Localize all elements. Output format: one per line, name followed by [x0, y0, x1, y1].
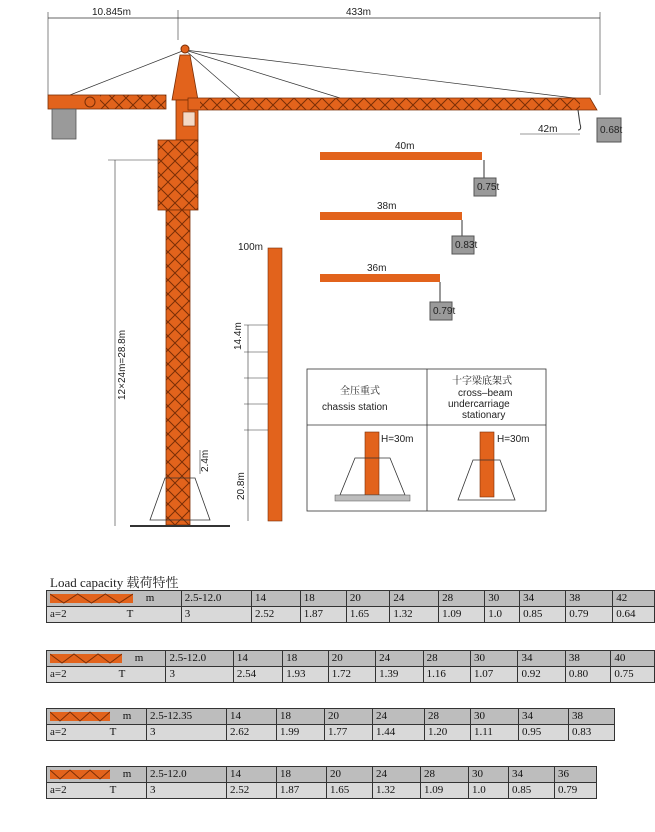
load-cell: 1.65 — [327, 783, 373, 799]
jib-variant-40 — [320, 141, 499, 196]
mast-section-label: 14.4m — [233, 322, 244, 350]
mast-base-label: 20.8m — [236, 472, 247, 500]
counterweight — [52, 109, 76, 139]
load-cell: 1.72 — [328, 667, 375, 683]
radius-cell: 28 — [423, 651, 470, 667]
load-table-2 — [46, 650, 655, 683]
undercarriage-en: undercarriage — [448, 399, 510, 410]
load-cell: 1.0 — [485, 607, 520, 623]
load-table-4 — [46, 766, 597, 799]
row-label-cell: a=2 T — [47, 667, 166, 683]
load-capacity-title: Load capacity 载荷特性 — [50, 575, 179, 590]
base-type-panel — [307, 369, 546, 511]
jib-length-dimension: 433m — [346, 7, 372, 18]
radius-cell: 20 — [327, 767, 373, 783]
tower-mast — [130, 140, 230, 526]
radius-cell: 38 — [565, 651, 610, 667]
load-cell: 1.32 — [390, 607, 439, 623]
radius-cell: 30 — [471, 709, 519, 725]
load-cell: 2.52 — [251, 607, 300, 623]
chassis-height: H=30m — [381, 434, 414, 445]
row-label-cell: a=2 T — [47, 725, 147, 741]
table-head-cell — [47, 709, 147, 725]
load-cell: 0.79 — [555, 783, 597, 799]
load-cell: 1.65 — [346, 607, 389, 623]
radius-cell: 20 — [346, 591, 389, 607]
load-cell: 0.85 — [520, 607, 566, 623]
load-cell: 1.77 — [325, 725, 373, 741]
tower-height-dimension: 12×24m=28.8m — [117, 329, 128, 400]
load-cell: 1.09 — [421, 783, 469, 799]
load-cell: 1.39 — [376, 667, 423, 683]
radius-cell: 38 — [569, 709, 615, 725]
jib-radius-36: 36m — [367, 263, 387, 274]
radius-cell: 34 — [518, 651, 565, 667]
radius-cell: 40 — [611, 651, 655, 667]
load-cell: 1.87 — [300, 607, 346, 623]
radius-cell: 2.5-12.0 — [181, 591, 251, 607]
load-cell: 3 — [147, 783, 227, 799]
load-cell: 2.62 — [227, 725, 277, 741]
load-cell: 1.44 — [373, 725, 425, 741]
jib-radius-42: 42m — [538, 124, 558, 135]
load-cell: 3 — [166, 667, 233, 683]
radius-cell: 24 — [373, 709, 425, 725]
load-cell: 2.52 — [227, 783, 277, 799]
radius-cell: 14 — [251, 591, 300, 607]
load-cell: 1.32 — [373, 783, 421, 799]
radius-cell: 20 — [325, 709, 373, 725]
radius-cell: 18 — [277, 709, 325, 725]
tie-ropes — [70, 50, 590, 100]
table-head-cell — [47, 651, 166, 667]
unit-m-label: m — [132, 652, 144, 664]
load-cell: 0.85 — [509, 783, 555, 799]
load-cell: 3 — [181, 607, 251, 623]
radius-cell: 28 — [425, 709, 471, 725]
radius-cell: 2.5-12.35 — [147, 709, 227, 725]
load-cell: 0.95 — [519, 725, 569, 741]
cross-beam-height: H=30m — [497, 434, 530, 445]
main-jib — [188, 98, 597, 130]
load-cell: 1.99 — [277, 725, 325, 741]
radius-cell: 30 — [485, 591, 520, 607]
jib-radius-38: 38m — [377, 201, 397, 212]
load-cell: 1.20 — [425, 725, 471, 741]
radius-cell: 34 — [520, 591, 566, 607]
radius-cell: 2.5-12.0 — [166, 651, 233, 667]
radius-cell: 14 — [227, 709, 277, 725]
jib-variant-42 — [520, 118, 622, 142]
mast-top-label: 100m — [238, 242, 264, 253]
radius-cell: 24 — [373, 767, 421, 783]
load-cell: 1.87 — [277, 783, 327, 799]
radius-cell: 18 — [300, 591, 346, 607]
load-cell: 2.54 — [233, 667, 282, 683]
load-cell: 0.64 — [613, 607, 655, 623]
counter-jib — [48, 95, 166, 139]
radius-cell: 30 — [471, 651, 518, 667]
jib-icon — [50, 593, 133, 604]
radius-cell: 36 — [555, 767, 597, 783]
radius-cell: 38 — [566, 591, 613, 607]
radius-cell: 28 — [439, 591, 485, 607]
counter-jib-dimension: 10.845m — [92, 7, 131, 18]
table-head-cell — [47, 591, 182, 607]
row-label-cell: a=2 T — [47, 607, 182, 623]
radius-cell: 24 — [376, 651, 423, 667]
radius-cell: 14 — [227, 767, 277, 783]
jib-load-36: 0.79t — [433, 306, 456, 317]
load-table-1 — [46, 590, 655, 623]
load-cell: 1.0 — [469, 783, 509, 799]
mast-elevation — [233, 242, 282, 521]
cross-beam-en: cross–beam — [458, 388, 513, 399]
load-cell: 0.80 — [565, 667, 610, 683]
row-label-cell: a=2 T — [47, 783, 147, 799]
radius-cell: 34 — [519, 709, 569, 725]
load-table-3 — [46, 708, 615, 741]
load-cell: 1.07 — [471, 667, 518, 683]
load-cell: 3 — [147, 725, 227, 741]
jib-radius-40: 40m — [395, 141, 415, 152]
unit-m-label: m — [143, 592, 155, 604]
jib-variant-38 — [320, 201, 477, 254]
unit-m-label: m — [120, 710, 132, 722]
jib-load-40: 0.75t — [477, 182, 500, 193]
load-cell: 1.16 — [423, 667, 470, 683]
jib-variant-36 — [320, 263, 455, 320]
jib-icon — [50, 653, 122, 664]
radius-cell: 18 — [283, 651, 328, 667]
load-cell: 1.11 — [471, 725, 519, 741]
table-head-cell — [47, 767, 147, 783]
chassis-station-en: chassis station — [322, 402, 388, 413]
load-cell: 0.92 — [518, 667, 565, 683]
load-cell: 0.79 — [566, 607, 613, 623]
radius-cell: 18 — [277, 767, 327, 783]
jib-icon — [50, 711, 110, 722]
crane-top — [172, 45, 198, 140]
jib-icon — [50, 769, 110, 780]
radius-cell: 42 — [613, 591, 655, 607]
tower-dimensions — [108, 160, 211, 526]
section-dimension: 2.4m — [200, 449, 211, 472]
jib-load-38: 0.83t — [455, 240, 478, 251]
load-cell: 0.75 — [611, 667, 655, 683]
load-cell: 1.93 — [283, 667, 328, 683]
radius-cell: 14 — [233, 651, 282, 667]
cross-beam-cn: 十字梁底架式 — [452, 376, 512, 387]
radius-cell: 28 — [421, 767, 469, 783]
load-cell: 0.83 — [569, 725, 615, 741]
load-cell: 1.09 — [439, 607, 485, 623]
stationary-en: stationary — [462, 410, 506, 421]
chassis-station-cn: 全压重式 — [340, 386, 380, 397]
radius-cell: 34 — [509, 767, 555, 783]
radius-cell: 2.5-12.0 — [147, 767, 227, 783]
radius-cell: 30 — [469, 767, 509, 783]
unit-m-label: m — [120, 768, 132, 780]
radius-cell: 24 — [390, 591, 439, 607]
jib-load-42: 0.68t — [600, 125, 623, 136]
top-dimension — [48, 7, 600, 95]
radius-cell: 20 — [328, 651, 375, 667]
